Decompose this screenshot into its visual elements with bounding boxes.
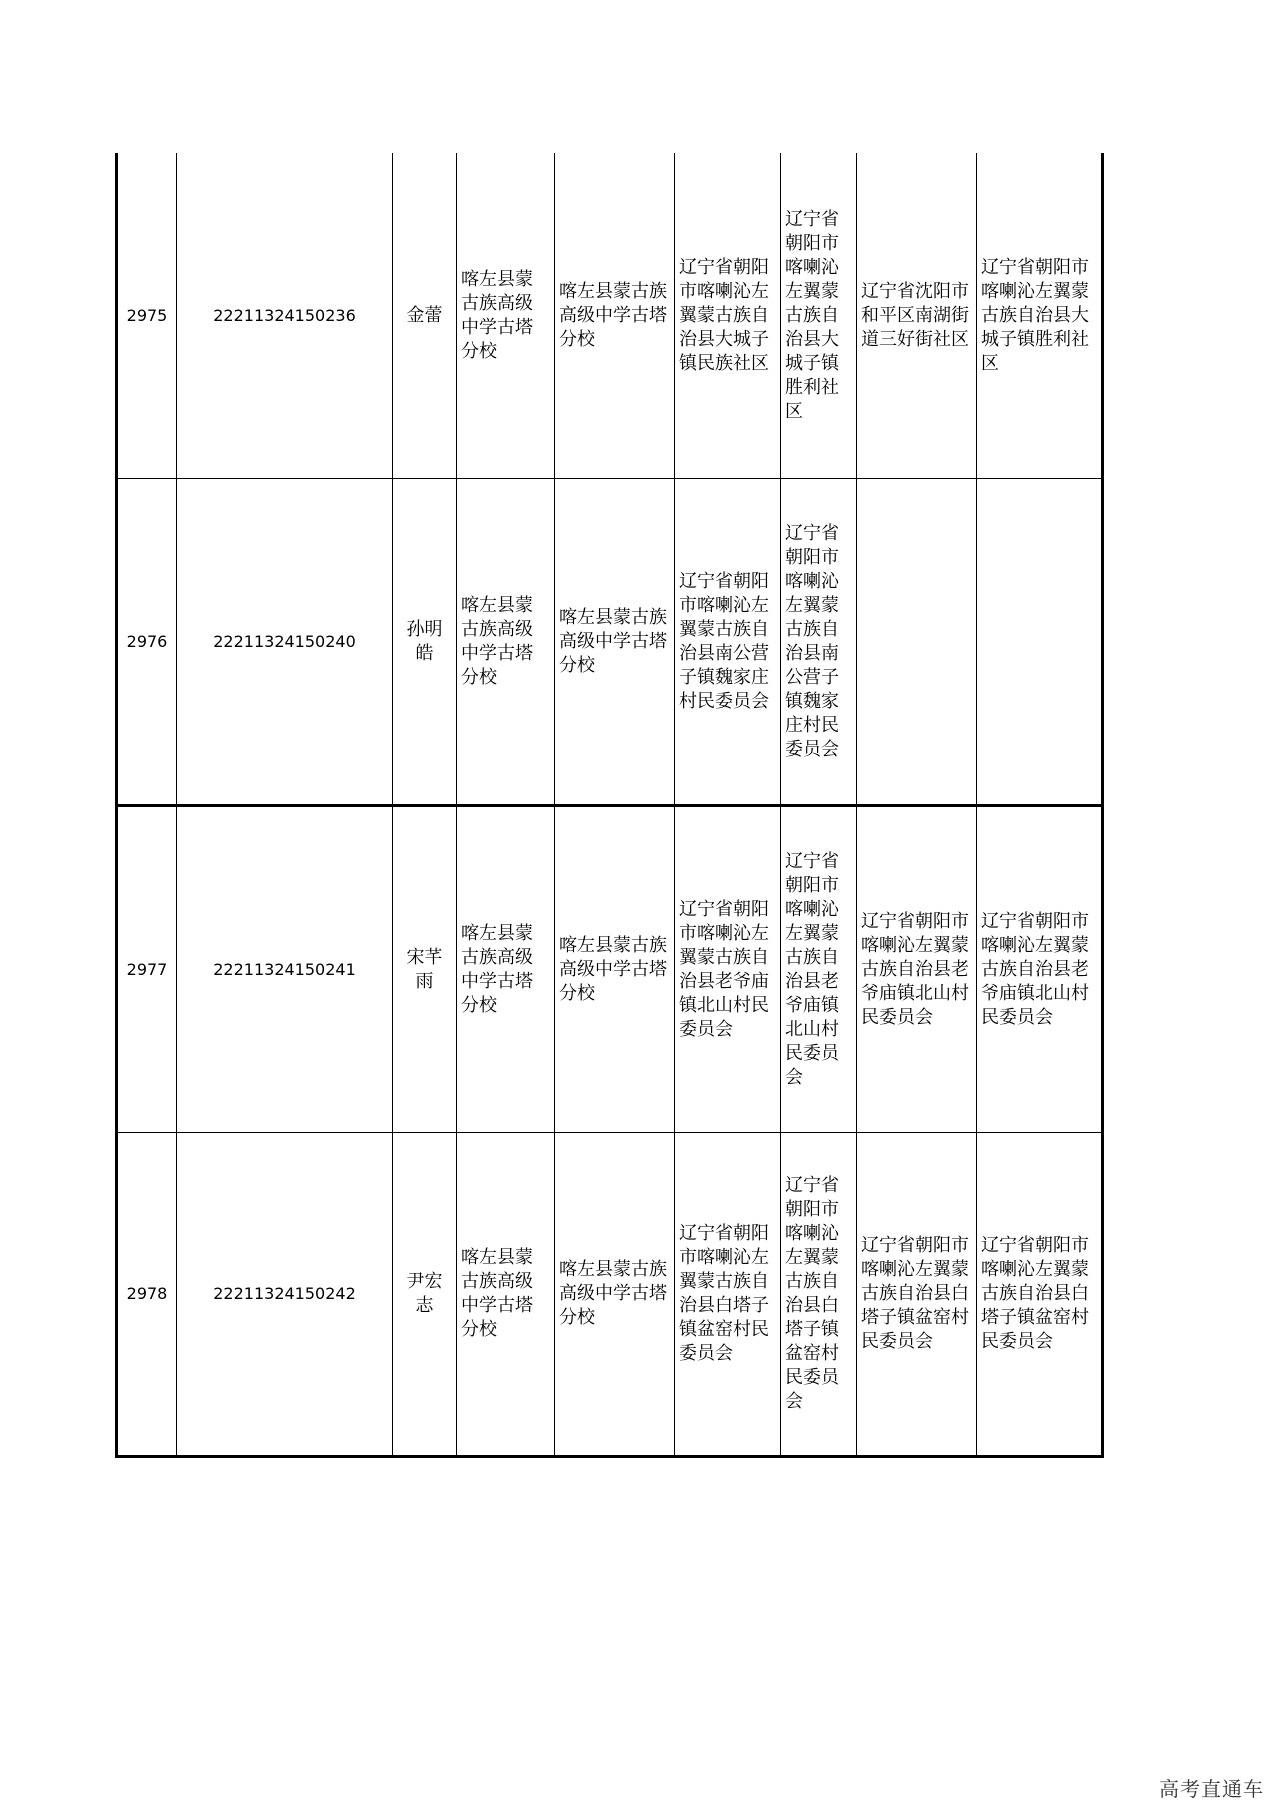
address-cell xyxy=(857,479,977,806)
seq-cell: 2977 xyxy=(117,806,177,1133)
address-cell: 辽宁省朝阳市喀喇沁左翼蒙古族自治县南公营子镇魏家庄村民委员会 xyxy=(781,479,857,806)
table-row xyxy=(117,806,1103,1133)
table-row xyxy=(117,479,1103,806)
school-cell: 喀左县蒙古族高级中学古塔分校 xyxy=(555,479,675,806)
address-cell: 辽宁省朝阳市喀喇沁左翼蒙古族自治县白塔子镇盆窑村民委员会 xyxy=(857,1133,977,1457)
address-cell: 辽宁省朝阳市喀喇沁左翼蒙古族自治县老爷庙镇北山村民委员会 xyxy=(675,806,781,1133)
school-cell: 喀左县蒙古族高级中学古塔分校 xyxy=(457,1133,555,1457)
school-cell: 喀左县蒙古族高级中学古塔分校 xyxy=(555,806,675,1133)
address-cell: 辽宁省朝阳市喀喇沁左翼蒙古族自治县白塔子镇盆窑村民委员会 xyxy=(781,1133,857,1457)
name-cell: 孙明皓 xyxy=(393,479,457,806)
address-cell: 辽宁省朝阳市喀喇沁左翼蒙古族自治县老爷庙镇北山村民委员会 xyxy=(781,806,857,1133)
address-cell: 辽宁省朝阳市喀喇沁左翼蒙古族自治县南公营子镇魏家庄村民委员会 xyxy=(675,479,781,806)
roster-table xyxy=(115,153,1104,1458)
school-cell: 喀左县蒙古族高级中学古塔分校 xyxy=(555,153,675,479)
school-cell: 喀左县蒙古族高级中学古塔分校 xyxy=(457,153,555,479)
address-cell: 辽宁省朝阳市喀喇沁左翼蒙古族自治县白塔子镇盆窑村民委员会 xyxy=(675,1133,781,1457)
roster-table-container xyxy=(115,153,1104,1458)
seq-cell: 2978 xyxy=(117,1133,177,1457)
name-cell: 金蕾 xyxy=(393,153,457,479)
address-cell: 辽宁省沈阳市和平区南湖街道三好街社区 xyxy=(857,153,977,479)
address-cell: 辽宁省朝阳市喀喇沁左翼蒙古族自治县大城子镇民族社区 xyxy=(675,153,781,479)
address-cell: 辽宁省朝阳市喀喇沁左翼蒙古族自治县大城子镇胜利社区 xyxy=(977,153,1103,479)
school-cell: 喀左县蒙古族高级中学古塔分校 xyxy=(555,1133,675,1457)
exam-id-cell: 22211324150241 xyxy=(177,806,393,1133)
name-cell: 宋芊雨 xyxy=(393,806,457,1133)
name-cell: 尹宏志 xyxy=(393,1133,457,1457)
exam-id-cell: 22211324150236 xyxy=(177,153,393,479)
address-cell xyxy=(977,479,1103,806)
table-row xyxy=(117,1133,1103,1457)
seq-cell: 2975 xyxy=(117,153,177,479)
address-cell: 辽宁省朝阳市喀喇沁左翼蒙古族自治县大城子镇胜利社区 xyxy=(781,153,857,479)
exam-id-cell: 22211324150240 xyxy=(177,479,393,806)
address-cell: 辽宁省朝阳市喀喇沁左翼蒙古族自治县老爷庙镇北山村民委员会 xyxy=(977,806,1103,1133)
address-cell: 辽宁省朝阳市喀喇沁左翼蒙古族自治县白塔子镇盆窑村民委员会 xyxy=(977,1133,1103,1457)
address-cell: 辽宁省朝阳市喀喇沁左翼蒙古族自治县老爷庙镇北山村民委员会 xyxy=(857,806,977,1133)
seq-cell: 2976 xyxy=(117,479,177,806)
table-row xyxy=(117,153,1103,479)
watermark-text: 高考直通车 xyxy=(1159,1777,1264,1801)
exam-id-cell: 22211324150242 xyxy=(177,1133,393,1457)
school-cell: 喀左县蒙古族高级中学古塔分校 xyxy=(457,806,555,1133)
school-cell: 喀左县蒙古族高级中学古塔分校 xyxy=(457,479,555,806)
